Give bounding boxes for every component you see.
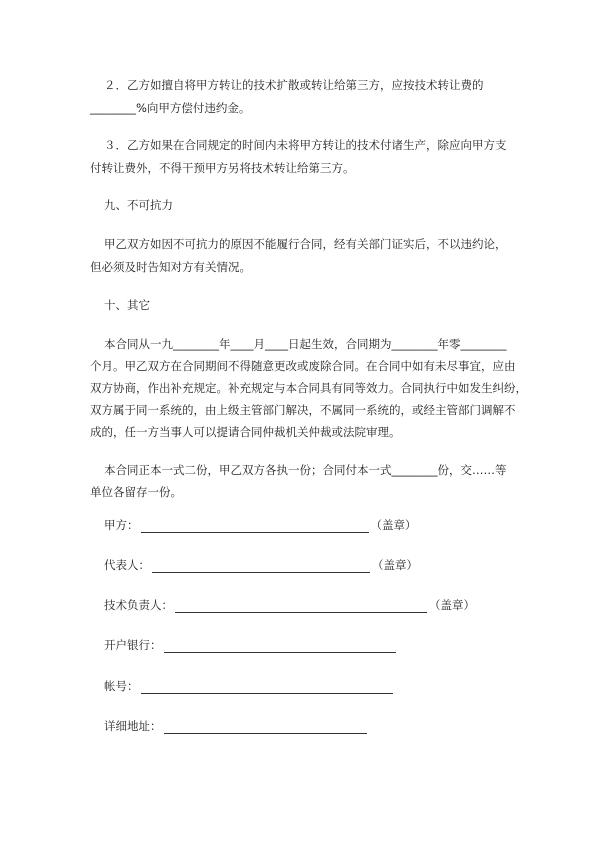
tech-lead-blank[interactable] bbox=[175, 599, 427, 613]
clause-3-line-1: ３．乙方如果在合同规定的时间内未将甲方转让的技术付诸生产，除应向甲方支 bbox=[104, 138, 507, 152]
section-10-p2-line-1: 本合同正本一式二份，甲乙双方各执一份；合同付本一式________份，交……等 bbox=[104, 463, 507, 477]
representative-label: 代表人： bbox=[104, 558, 150, 572]
signature-representative bbox=[104, 557, 418, 573]
clause-3-line-2: 付转让费外，不得干预甲方另将技术转让给第三方。 bbox=[90, 161, 355, 175]
section-10-heading: 十、其它 bbox=[104, 298, 150, 312]
section-10-p1-line-1: 本合同从一九________年____月____日起生效，合同期为________年零________ bbox=[104, 337, 507, 351]
section-9-line-1: 甲乙双方如因不可抗力的原因不能履行合同，经有关部门证实后，不以违约论， bbox=[104, 237, 507, 251]
party-a-blank[interactable] bbox=[141, 519, 369, 533]
bank-label: 开户银行： bbox=[104, 638, 162, 652]
representative-seal: （盖章） bbox=[372, 558, 418, 572]
account-label: 帐号： bbox=[104, 679, 139, 693]
signature-address bbox=[104, 718, 369, 734]
section-10-p1-line-3: 双方协商，作出补充规定。补充规定与本合同具有同等效力。合同执行中如发生纠纷， bbox=[90, 381, 527, 395]
representative-blank[interactable] bbox=[152, 559, 370, 573]
signature-account bbox=[104, 678, 395, 694]
section-10-p2-line-2: 单位各留存一份。 bbox=[90, 485, 182, 499]
tech-lead-seal: （盖章） bbox=[429, 598, 475, 612]
signature-tech-lead bbox=[104, 597, 475, 613]
section-10-p1-line-2: 个月。甲乙双方在合同期间不得随意更改或废除合同。在合同中如有未尽事宜，应由 bbox=[90, 359, 516, 373]
account-blank[interactable] bbox=[141, 680, 393, 694]
section-10-p1-line-5: 成的，任一方当事人可以提请合同仲裁机关仲裁或法院审理。 bbox=[90, 425, 401, 439]
signature-bank bbox=[104, 637, 398, 653]
clause-2-line-1: ２．乙方如擅自将甲方转让的技术扩散或转让给第三方，应按技术转让费的 bbox=[104, 78, 484, 92]
bank-blank[interactable] bbox=[164, 639, 396, 653]
section-9-heading: 九、不可抗力 bbox=[104, 198, 173, 212]
section-9-line-2: 但必须及时告知对方有关情况。 bbox=[90, 260, 251, 274]
clause-2-line-2: ________%向甲方偿付违约金。 bbox=[90, 101, 251, 115]
party-a-seal: （盖章） bbox=[370, 518, 417, 532]
tech-lead-label: 技术负责人： bbox=[104, 598, 173, 612]
signature-party-a bbox=[104, 517, 417, 533]
address-label: 详细地址： bbox=[104, 719, 162, 733]
address-blank[interactable] bbox=[164, 720, 367, 734]
party-a-label: 甲方： bbox=[104, 518, 139, 532]
section-10-p1-line-4: 双方属于同一系统的，由上级主管部门解决，不属同一系统的，或经主管部门调解不 bbox=[90, 403, 516, 417]
